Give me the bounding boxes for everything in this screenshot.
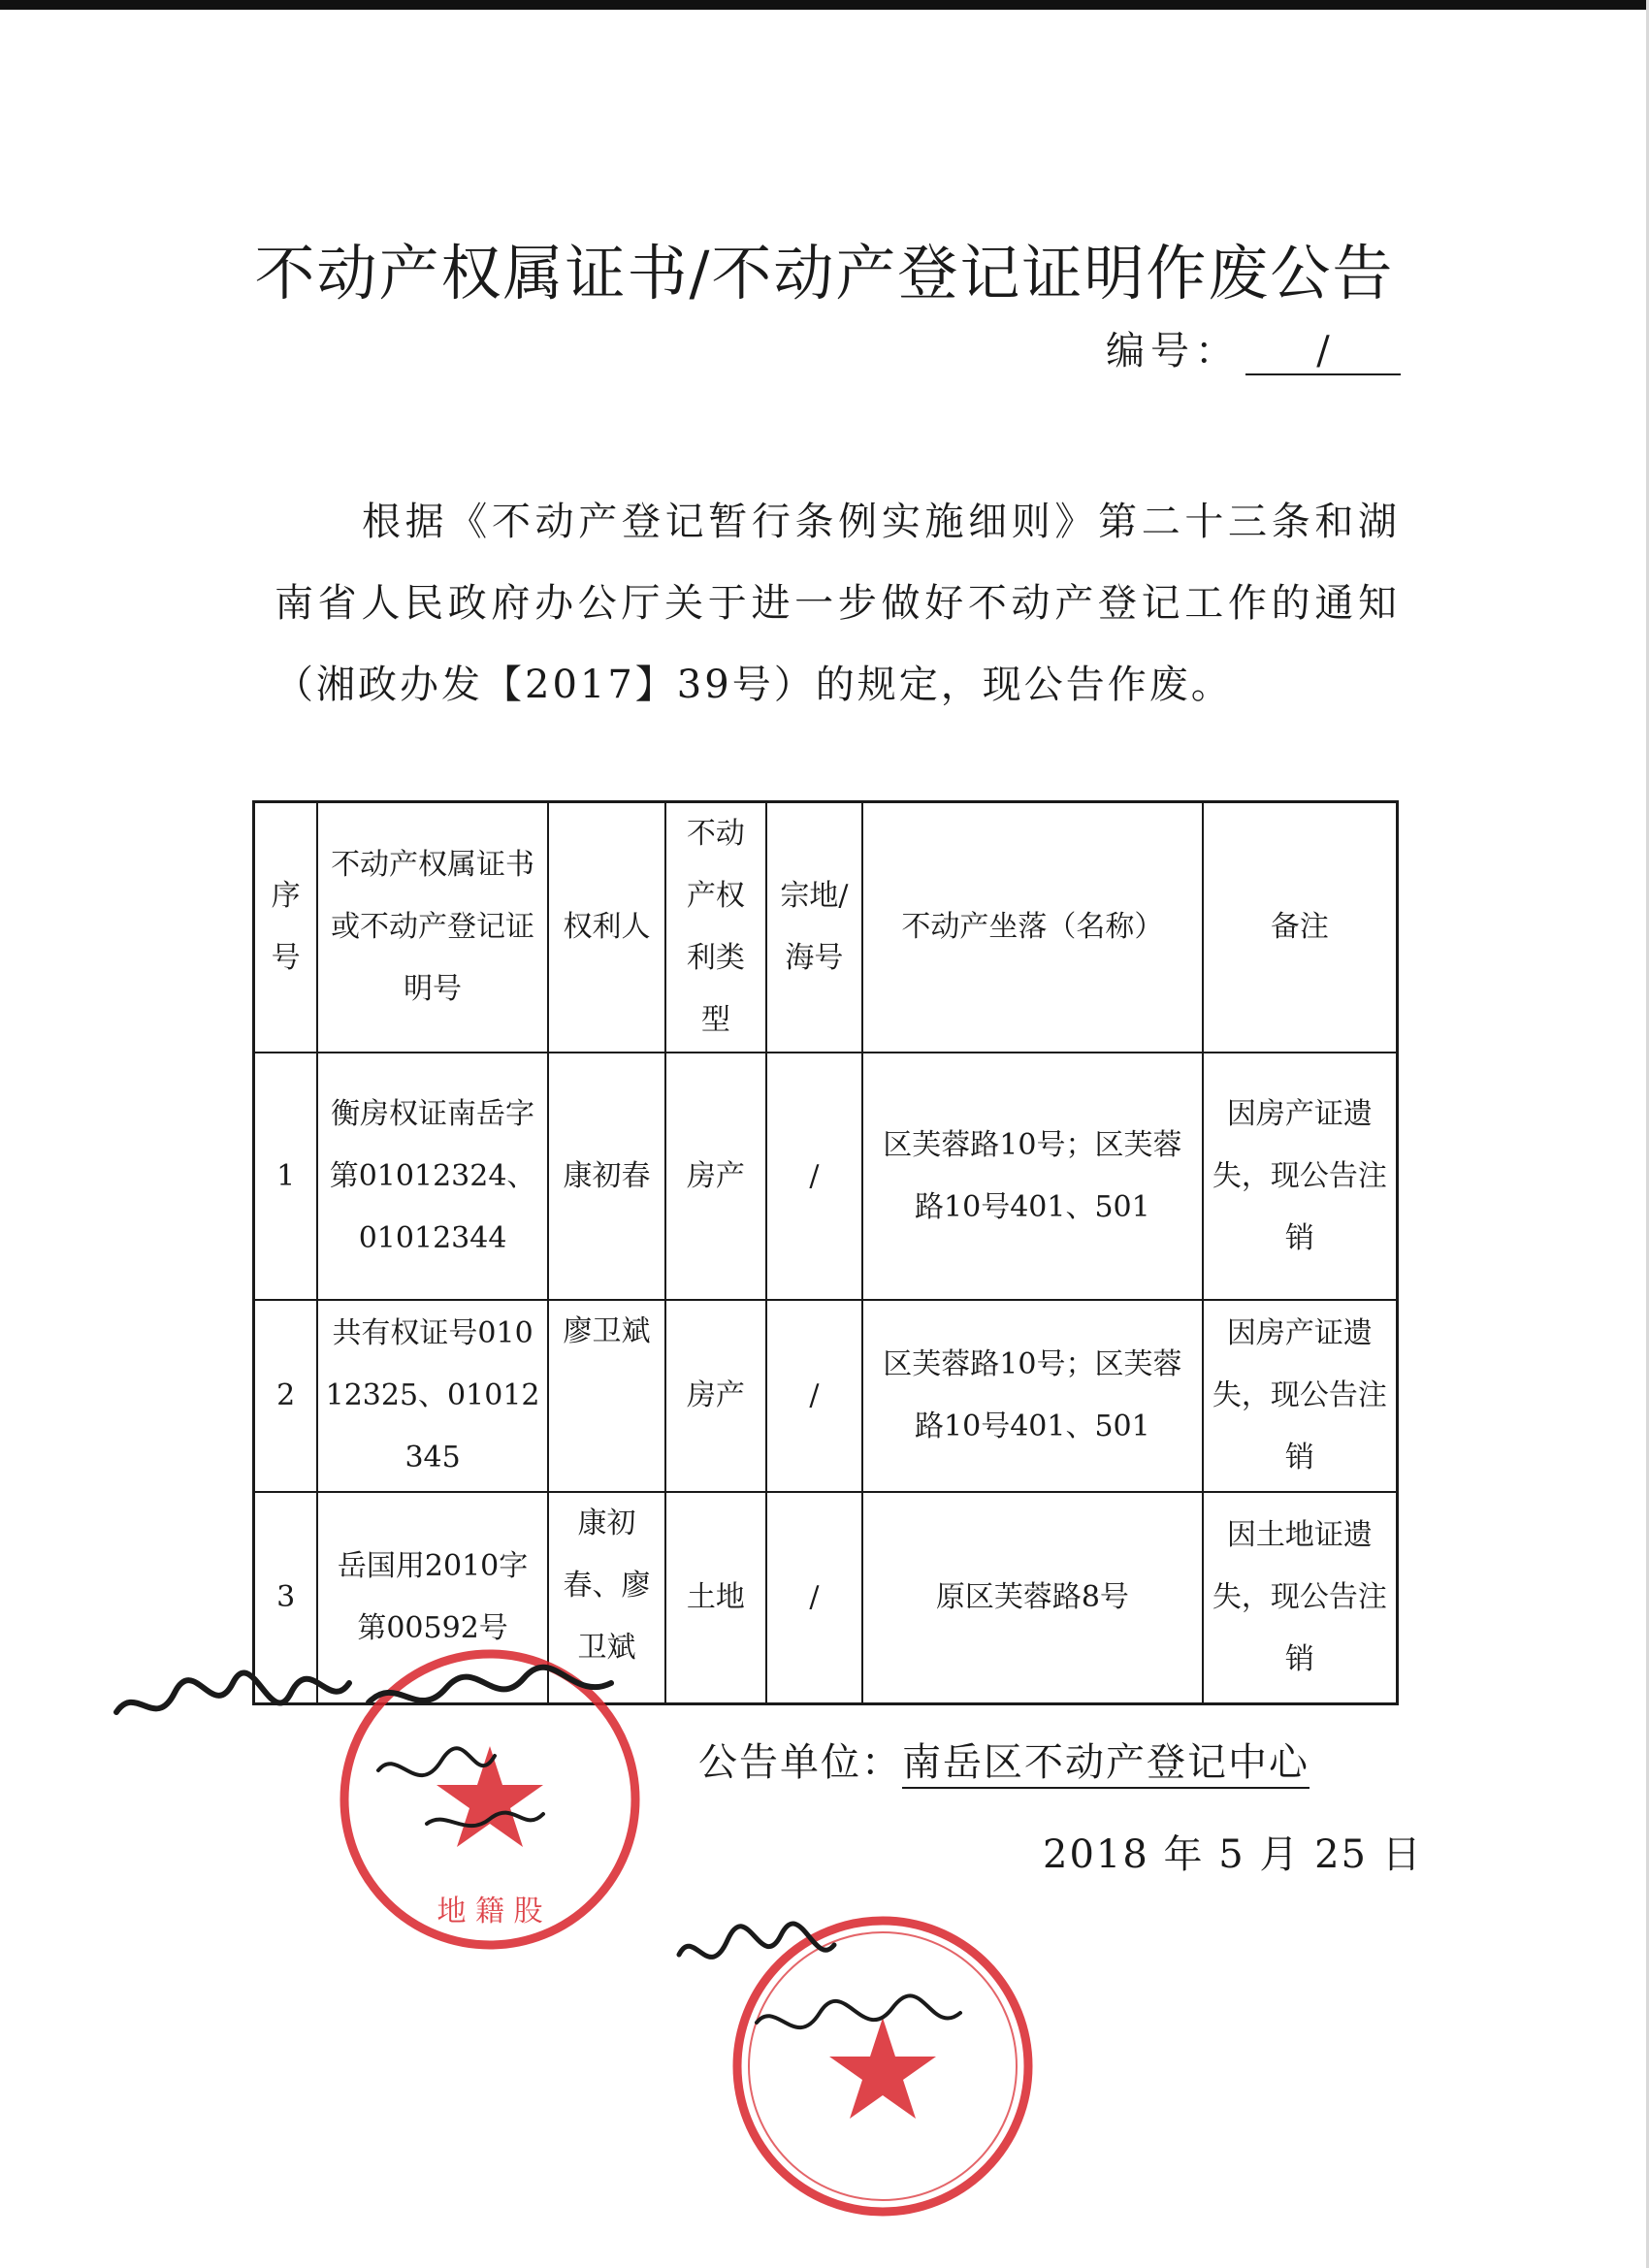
announcement-body: 根据《不动产登记暂行条例实施细则》第二十三条和湖南省人民政府办公厅关于进一步做好不动产登记工作的通知（湘政办发【2017】39号）的规定，现公告作废。	[275, 500, 1400, 707]
cell-remark: 因房产证遗失，现公告注销	[1203, 1300, 1398, 1492]
cell-index: 2	[254, 1300, 318, 1492]
cell-remark: 因土地证遗失，现公告注销	[1203, 1492, 1398, 1703]
header-cert-no: 不动产权属证书或不动产登记证明号	[317, 802, 548, 1053]
header-remark: 备注	[1203, 802, 1398, 1053]
cell-owner: 廖卫斌	[548, 1300, 665, 1492]
handwritten-approval-1-icon	[107, 1654, 650, 1887]
header-location: 不动产坐落（名称）	[862, 802, 1203, 1053]
cell-cert-no: 共有权证号01012325、01012345	[317, 1300, 548, 1492]
cell-cert-no: 衡房权证南岳字第01012324、01012344	[317, 1053, 548, 1300]
header-index: 序号	[254, 802, 318, 1053]
svg-text:地 籍 股: 地 籍 股	[436, 1895, 543, 1928]
cell-location: 区芙蓉路10号；区芙蓉路10号401、501	[862, 1300, 1203, 1492]
cell-location: 区芙蓉路10号；区芙蓉路10号401、501	[862, 1053, 1203, 1300]
table-row	[254, 1300, 1398, 1492]
issuing-unit-label: 公告单位：	[698, 1740, 902, 1785]
cell-owner: 康初春	[548, 1053, 665, 1300]
cell-remark: 因房产证遗失，现公告注销	[1203, 1053, 1398, 1300]
header-owner: 权利人	[548, 802, 665, 1053]
cell-index: 1	[254, 1053, 318, 1300]
cell-parcel-no: /	[766, 1053, 862, 1300]
cell-parcel-no: /	[766, 1492, 862, 1703]
issuing-unit	[698, 1732, 1310, 1787]
table-header-row	[254, 802, 1398, 1053]
void-certificate-table	[252, 800, 1399, 1705]
document-number	[1106, 320, 1401, 375]
cell-index: 3	[254, 1492, 318, 1703]
cell-right-type: 房产	[665, 1300, 766, 1492]
cell-owner: 康初春、廖卫斌	[548, 1492, 665, 1703]
issuing-unit-name: 南岳区不动产登记中心	[902, 1740, 1310, 1789]
handwritten-approval-2-icon	[669, 1916, 989, 2081]
cell-parcel-no: /	[766, 1300, 862, 1492]
cell-right-type: 房产	[665, 1053, 766, 1300]
number-value: /	[1245, 329, 1401, 375]
header-parcel-no: 宗地/海号	[766, 802, 862, 1053]
header-right-type: 不动产权利类型	[665, 802, 766, 1053]
cell-cert-no: 岳国用2010字第00592号	[317, 1492, 548, 1703]
number-label: 编号：	[1106, 329, 1240, 373]
document-title: 不动产权属证书/不动产登记证明作废公告	[254, 238, 1395, 308]
cell-location: 原区芙蓉路8号	[862, 1492, 1203, 1703]
scan-edge	[0, 0, 1649, 10]
cell-right-type: 土地	[665, 1492, 766, 1703]
issue-date: 2018 年 5 月 25 日	[1043, 1832, 1423, 1877]
table-row	[254, 1053, 1398, 1300]
